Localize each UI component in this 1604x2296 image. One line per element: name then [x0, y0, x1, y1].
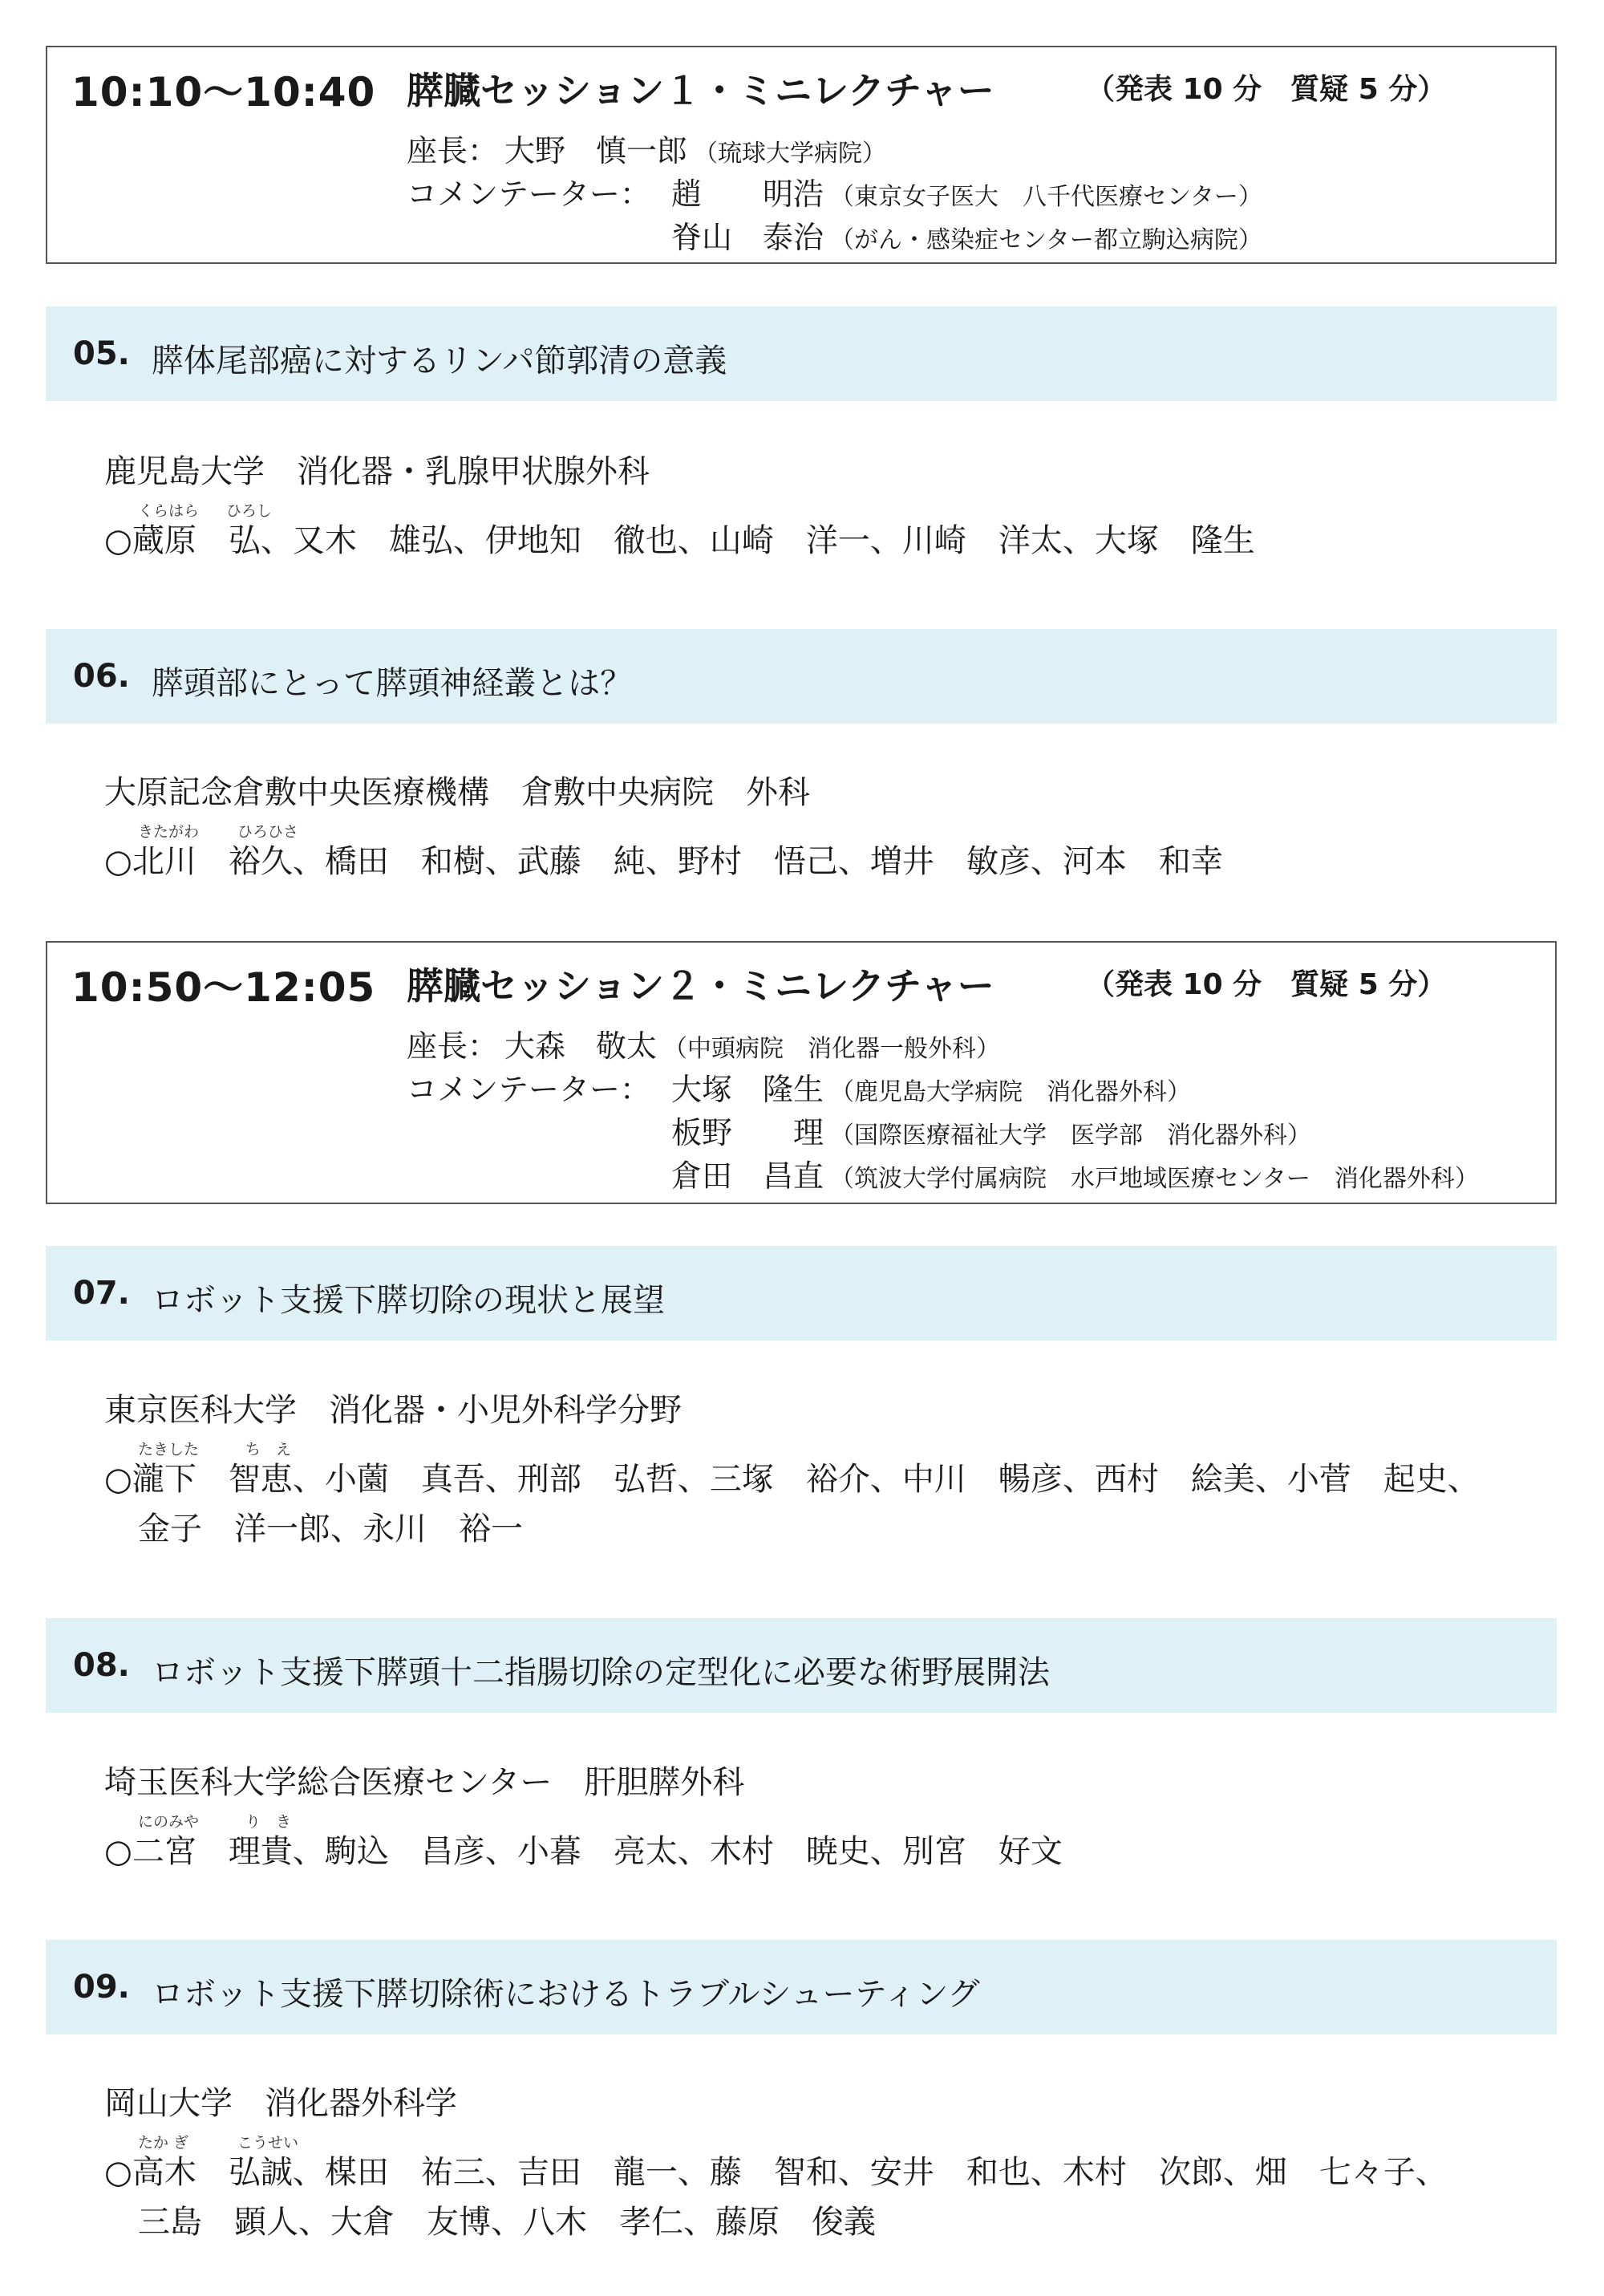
furigana: り き [245, 1813, 292, 1831]
presentation-header [46, 1618, 1557, 1713]
presentation-title: 膵体尾部癌に対するリンパ節郭清の意義 [152, 343, 727, 379]
commentator-name: 趙 明浩 [671, 176, 824, 212]
session-2-box [46, 941, 1557, 1204]
furigana: ひろし [226, 502, 273, 520]
commentator [671, 169, 1262, 213]
commentator-name: 大塚 隆生 [671, 1072, 824, 1107]
session-time: 10:50〜12:05 [71, 964, 376, 1011]
furigana: ひろひさ [237, 823, 299, 841]
commentator-name: 板野 理 [671, 1115, 824, 1150]
commentator [671, 213, 1262, 257]
presentation-number: 09. [73, 1969, 130, 2006]
author-list-continued: 三島 顕人、大倉 友博、八木 孝仁、藤原 俊義 [138, 2204, 876, 2241]
session-title: 膵臓セッション１・ミニレクチャー [407, 69, 994, 112]
furigana: こうせい [237, 2134, 299, 2152]
furigana: にのみや [138, 1813, 200, 1831]
furigana: きたがわ [138, 823, 200, 841]
presentation-number: 08. [73, 1647, 130, 1684]
presentation-header [46, 1940, 1557, 2034]
commentator [671, 1108, 1311, 1152]
commentator-affiliation: （国際医療福祉大学 医学部 消化器外科） [830, 1122, 1312, 1150]
commentator-affiliation: （東京女子医大 八千代医療センター） [830, 183, 1262, 211]
presentation-title: 膵頭部にとって膵頭神経叢とは？ [152, 665, 633, 702]
furigana: たか ぎ [138, 2134, 189, 2152]
furigana: ち え [245, 1441, 292, 1458]
session-time: 10:10〜10:40 [71, 69, 376, 116]
presentation-number: 05. [73, 335, 130, 372]
chair-name: 大森 敬太 [504, 1028, 658, 1064]
chair [504, 126, 886, 170]
chair-label: 座長： [407, 1028, 499, 1064]
furigana: たきした [138, 1441, 200, 1458]
presentation-title: ロボット支援下膵切除術におけるトラブルシューティング [152, 1976, 980, 2013]
chair-affiliation: （中頭病院 消化器一般外科） [663, 1035, 1001, 1063]
chair [504, 1021, 1000, 1065]
presentation-header [46, 629, 1557, 724]
chair-label: 座長： [407, 133, 499, 168]
presentation-title: ロボット支援下膵切除の現状と展望 [152, 1282, 665, 1319]
session-title: 膵臓セッション２・ミニレクチャー [407, 964, 994, 1008]
institution: 大原記念倉敷中央医療機構 倉敷中央病院 外科 [104, 774, 810, 811]
commentator-affiliation: （筑波大学付属病院 水戸地域医療センター 消化器外科） [830, 1165, 1479, 1193]
session-note: （発表 10 分 質疑 5 分） [1086, 73, 1447, 106]
session-note: （発表 10 分 質疑 5 分） [1086, 968, 1447, 1001]
institution: 埼玉医科大学総合医療センター 肝胆膵外科 [104, 1764, 745, 1801]
institution: 東京医科大学 消化器・小児外科学分野 [104, 1392, 682, 1429]
author-list: ○北川 裕久、橋田 和樹、武藤 純、野村 悟己、増井 敏彦、河本 和幸 [104, 843, 1223, 880]
chair-affiliation: （琉球大学病院） [694, 140, 887, 168]
commentator-affiliation: （鹿児島大学病院 消化器外科） [830, 1078, 1192, 1106]
chair-name: 大野 慎一郎 [504, 133, 688, 168]
institution: 岡山大学 消化器外科学 [104, 2085, 457, 2122]
session-1-box [46, 46, 1557, 264]
presentation-header [46, 306, 1557, 401]
commentator-label: コメンテーター： [407, 176, 651, 212]
commentator-name: 倉田 昌直 [671, 1158, 824, 1194]
author-list-continued: 金子 洋一郎、永川 裕一 [138, 1511, 523, 1548]
presentation-header [46, 1246, 1557, 1341]
presentation-number: 06. [73, 658, 130, 695]
author-list: ○蔵原 弘、又木 雄弘、伊地知 徹也、山崎 洋一、川崎 洋太、大塚 隆生 [104, 522, 1255, 559]
commentator-label: コメンテーター： [407, 1072, 651, 1107]
presentation-number: 07. [73, 1275, 130, 1312]
presentation-title: ロボット支援下膵頭十二指腸切除の定型化に必要な術野展開法 [152, 1654, 1050, 1691]
commentator [671, 1151, 1479, 1195]
author-list: ○瀧下 智恵、小薗 真吾、刑部 弘哲、三塚 裕介、中川 暢彦、西村 絵美、小菅 起史、 [104, 1461, 1480, 1498]
author-list: ○二宮 理貴、駒込 昌彦、小暮 亮太、木村 暁史、別宮 好文 [104, 1833, 1063, 1870]
commentator-affiliation: （がん・感染症センター都立駒込病院） [830, 226, 1262, 254]
commentator-name: 脊山 泰治 [671, 220, 824, 255]
commentator [671, 1065, 1191, 1109]
institution: 鹿児島大学 消化器・乳腺甲状腺外科 [104, 453, 650, 490]
author-list: ○高木 弘誠、楳田 祐三、吉田 龍一、藤 智和、安井 和也、木村 次郎、畑 七々子、 [104, 2154, 1448, 2191]
furigana: くらはら [138, 502, 200, 520]
